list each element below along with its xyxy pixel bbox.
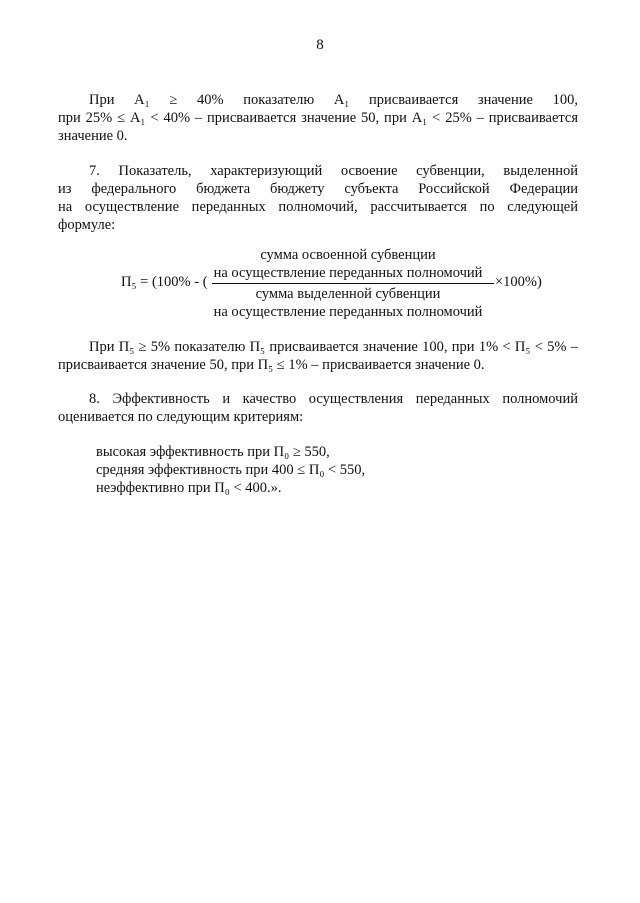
- criteria-medium: средняя эффективность при 400 ≤ П₀ < 550,: [96, 462, 366, 478]
- page-number: 8: [316, 37, 324, 53]
- para-8-line-1: 8. Эффективность и качество осуществления переданных полномочий: [89, 391, 578, 407]
- para-7-line-3: на осуществление переданных полномочий, рассчитывается по следующей: [58, 199, 578, 215]
- para-a1-line-3: значение 0.: [58, 128, 128, 144]
- formula-lhs: П₅ = (100% - (: [121, 274, 208, 290]
- criteria-low: неэффективно при П₀ < 400.».: [96, 480, 282, 496]
- criteria-high: высокая эффективность при П₀ ≥ 550,: [96, 444, 330, 460]
- para-p5-line-1: При П₅ ≥ 5% показателю П₅ присваивается значение 100, при 1% < П₅ < 5% –: [89, 339, 578, 355]
- para-a1-line-2: при 25% ≤ A₁ < 40% – присваивается значение 50, при A₁ < 25% – присваивается: [58, 110, 578, 126]
- formula-rhs: ×100%): [495, 274, 542, 290]
- formula-denominator-line-2: на осуществление переданных полномочий: [213, 304, 483, 320]
- para-a1-line-1: При A₁ ≥ 40% показателю A₁ присваивается значение 100,: [89, 92, 578, 108]
- formula-numerator-line-1: сумма освоенной субвенции: [260, 247, 436, 263]
- para-p5-line-2: присваивается значение 50, при П₅ ≤ 1% – присваивается значение 0.: [58, 357, 485, 373]
- para-7-line-4: формуле:: [58, 217, 116, 233]
- formula-denominator-line-1: сумма выделенной субвенции: [255, 286, 441, 302]
- para-7-line-2: из федерального бюджета бюджету субъекта Российской Федерации: [58, 181, 578, 197]
- para-7-line-1: 7. Показатель, характеризующий освоение субвенции, выделенной: [89, 163, 578, 179]
- para-8-line-2: оценивается по следующим критериям:: [58, 409, 304, 425]
- formula-numerator-line-2: на осуществление переданных полномочий: [213, 265, 483, 281]
- formula-fraction-bar: [212, 283, 494, 284]
